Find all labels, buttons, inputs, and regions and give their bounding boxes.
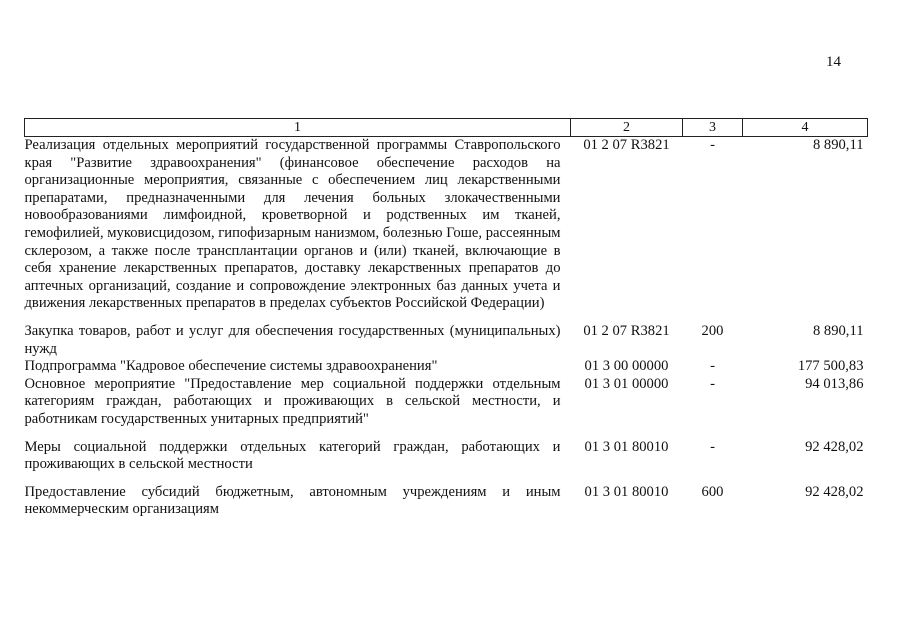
row-expense-type: -	[710, 137, 715, 153]
row-amount: 94 013,86	[805, 375, 864, 392]
row-amount: 177 500,83	[797, 358, 864, 375]
row-expense-type: -	[710, 358, 715, 375]
row-name: Предоставление субсидий бюджетным, автономным учреждениям и иным некоммерческим организациям	[24, 483, 561, 518]
table-row	[25, 137, 868, 323]
row-name: Основное мероприятие "Предоставление мер социальной поддержки отдельным категориям граждан, работающих и проживающих в сельской местности, и работникам государственных унитарных предприятий"	[24, 375, 561, 427]
row-amount: 8 890,11	[812, 137, 864, 153]
table-row	[25, 323, 868, 358]
row-amount: 92 428,02	[805, 438, 864, 455]
row-amount: 8 890,11	[812, 322, 864, 339]
row-code: 01 3 01 80010	[584, 483, 669, 500]
row-expense-type: -	[710, 375, 715, 392]
column-header-4: 4	[743, 119, 868, 137]
table-row	[25, 358, 868, 376]
table-header-row	[25, 119, 868, 137]
table-row	[25, 439, 868, 484]
row-name: Реализация отдельных мероприятий государственной программы Ставропольского края "Развитие здравоохранения" (финансовое обеспечение расходов на организационные мероприятия, связанные с обеспечением лиц лекарственными препаратами, предназначенными для лечения больных злокачественными новообразованиями лимфоидной, кроветворной и родственных им тканей, гемофилией, муковисцидозом, гипофизарным нанизмом, болезнью Гоше, рассеянным склерозом, а также после трансплантации органов и (или) тканей, включающие в себя хранение лекарственных препаратов, доставку лекарственных препаратов до аптечных организаций, создание и сопровождение электронных баз данных учета и движения лекарственных препаратов в пределах субъектов Российской Федерации)	[24, 137, 561, 312]
row-code: 01 2 07 R3821	[583, 322, 670, 339]
row-code: 01 2 07 R3821	[583, 137, 670, 153]
row-name: Закупка товаров, работ и услуг для обеспечения государственных (муниципальных) нужд	[24, 322, 561, 357]
row-name: Меры социальной поддержки отдельных категорий граждан, работающих и проживающих в сельской местности	[24, 438, 561, 473]
row-name: Подпрограмма "Кадровое обеспечение системы здравоохранения"	[24, 358, 438, 375]
column-header-3: 3	[683, 119, 743, 137]
row-code: 01 3 01 00000	[584, 375, 669, 392]
row-expense-type: 600	[701, 483, 724, 500]
row-expense-type: 200	[701, 322, 724, 339]
column-header-2: 2	[571, 119, 683, 137]
budget-table-container	[24, 118, 867, 519]
page-number: 14	[826, 54, 841, 70]
budget-table	[24, 118, 868, 519]
row-code: 01 3 00 00000	[584, 358, 669, 375]
row-code: 01 3 01 80010	[584, 438, 669, 455]
column-header-1: 1	[25, 119, 571, 137]
row-expense-type: -	[710, 438, 715, 455]
table-row	[25, 484, 868, 519]
table-row	[25, 376, 868, 439]
row-amount: 92 428,02	[805, 483, 864, 500]
